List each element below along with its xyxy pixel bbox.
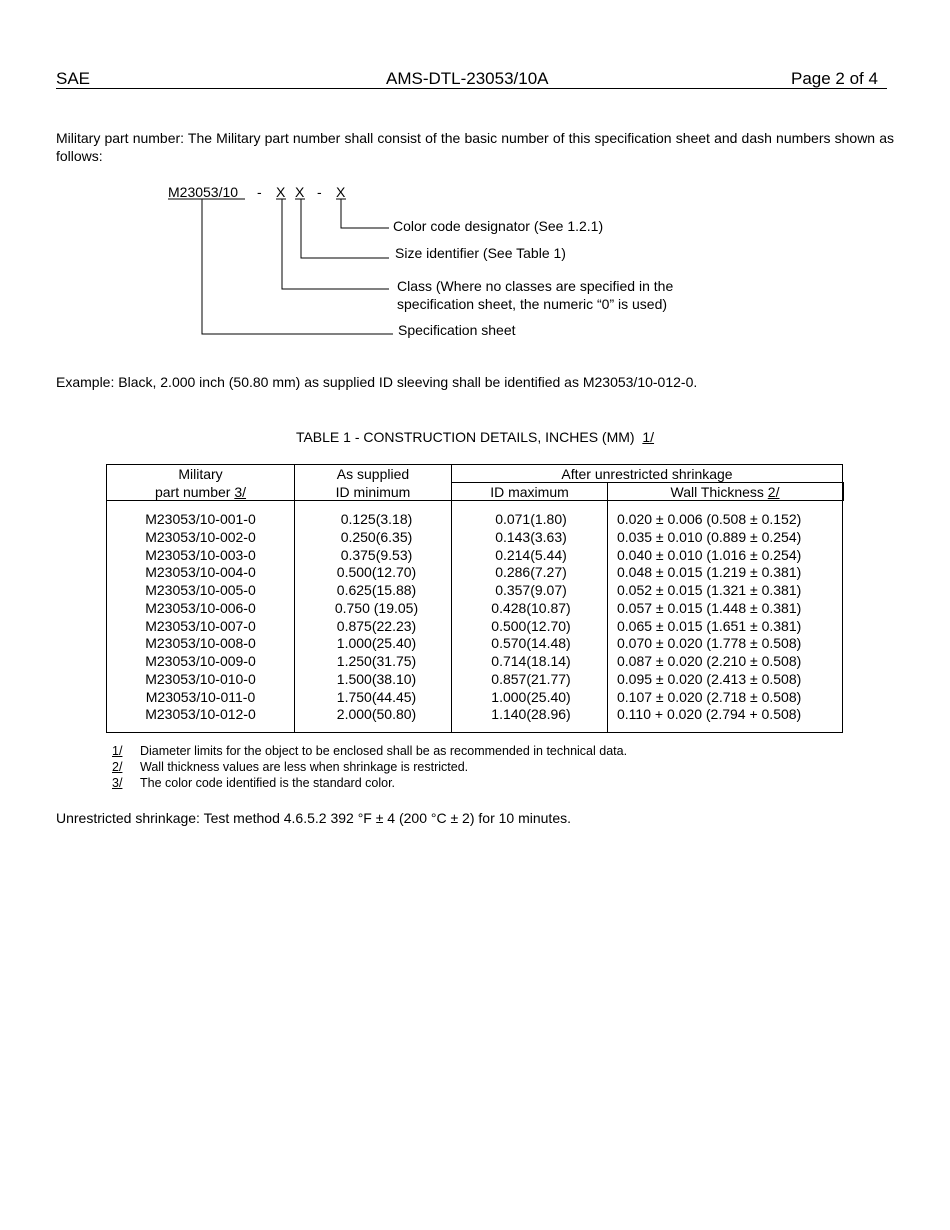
example-paragraph: Example: Black, 2.000 inch (50.80 mm) as supplied ID sleeving shall be identified as M23053/10-012-0. <box>56 374 698 390</box>
table-cell-wall: 0.110 + 0.020 (2.794 + 0.508) <box>617 706 802 723</box>
table-cell-id-min: 1.250(31.75) <box>336 653 417 669</box>
table-cell-id-min: 0.750 (19.05) <box>334 599 419 616</box>
table-cell-wall: 0.048 ± 0.015 (1.219 ± 0.381) <box>617 564 802 581</box>
color-designator: X <box>336 184 346 200</box>
footnote-number: 1/ <box>112 744 123 758</box>
shrinkage-paragraph: Unrestricted shrinkage: Test method 4.6.5.2 392 °F ± 4 (200 °C ± 2) for 10 minutes. <box>56 810 571 826</box>
header-page-number: Page 2 of 4 <box>791 69 878 88</box>
table-cell-wall: 0.040 ± 0.010 (1.016 ± 0.254) <box>617 546 802 563</box>
column-id-minimum <box>294 511 459 724</box>
table-cell-wall: 0.087 ± 0.020 (2.210 ± 0.508) <box>617 653 802 669</box>
header-left: SAE <box>56 69 91 88</box>
label-size-identifier: Size identifier (See Table 1) <box>395 245 566 261</box>
table-cell-wall: 0.107 ± 0.020 (2.718 ± 0.508) <box>617 688 802 705</box>
header-after-shrinkage: After unrestricted shrinkage <box>561 466 733 482</box>
footnote-text: The color code identified is the standard color. <box>140 776 396 790</box>
header-id-minimum: ID minimum <box>335 484 411 500</box>
table-cell-part: M23053/10-003-0 <box>145 546 256 563</box>
table-title-text: TABLE 1 - CONSTRUCTION DETAILS, INCHES (MM) <box>295 429 635 445</box>
table-cell-id-min: 1.750(44.45) <box>336 688 417 705</box>
footnote-number: 2/ <box>112 760 123 774</box>
footnote <box>112 743 627 759</box>
label-class-line-2: specification sheet, the numeric “0” is used) <box>397 296 668 312</box>
footnote <box>112 759 627 775</box>
label-specification-sheet: Specification sheet <box>398 322 516 338</box>
footnote <box>112 775 627 791</box>
table-cell-id-min: 0.125(3.18) <box>340 511 413 527</box>
header-wall-thickness-text: Wall Thickness <box>670 484 764 500</box>
table-cell-id-max: 0.143(3.63) <box>495 528 567 545</box>
table-cell-id-min: 1.000(25.40) <box>336 635 417 652</box>
dash-2: - <box>317 184 322 200</box>
table-cell-wall: 0.035 ± 0.010 (0.889 ± 0.254) <box>617 528 802 545</box>
table-right-border <box>842 464 843 733</box>
header-document-id: AMS-DTL-23053/10A <box>386 69 549 88</box>
table-title-note: 1/ <box>642 429 655 445</box>
dash-1: - <box>257 184 262 200</box>
table-cell-id-max: 0.714(18.14) <box>491 653 571 669</box>
table-cell-wall: 0.065 ± 0.015 (1.651 ± 0.381) <box>617 617 802 634</box>
header-wall-thickness <box>607 484 843 500</box>
header-wall-thickness-note: 2/ <box>767 484 780 500</box>
leader-color-code <box>341 199 389 228</box>
column-id-maximum <box>451 511 611 724</box>
table-cell-id-min: 1.500(38.10) <box>336 670 417 687</box>
table-top-border <box>106 464 843 465</box>
table-cell-part: M23053/10-001-0 <box>145 511 256 527</box>
column-wall-thickness <box>617 511 839 724</box>
table-cell-part: M23053/10-004-0 <box>145 564 256 581</box>
table-cell-part: M23053/10-007-0 <box>145 617 256 634</box>
table-cell-id-min: 2.000(50.80) <box>336 706 417 723</box>
header-as-supplied: As supplied <box>336 466 410 482</box>
footnote-number: 3/ <box>112 776 123 790</box>
table-subheader-line <box>451 482 844 483</box>
footnote-text: Wall thickness values are less when shrinkage is restricted. <box>140 760 469 774</box>
table-cell-part: M23053/10-009-0 <box>145 653 256 669</box>
table-right-border-stub <box>843 482 844 501</box>
table-cell-part: M23053/10-002-0 <box>145 528 256 545</box>
class-designator: X <box>276 184 286 200</box>
part-number-diagram <box>0 0 950 400</box>
table-cell-wall: 0.095 ± 0.020 (2.413 ± 0.508) <box>617 670 802 687</box>
table-cell-wall: 0.057 ± 0.015 (1.448 ± 0.381) <box>617 599 802 616</box>
table-cell-id-min: 0.500(12.70) <box>336 564 417 581</box>
header-military: Military <box>178 466 223 482</box>
table-cell-wall: 0.020 ± 0.006 (0.508 ± 0.152) <box>617 511 802 527</box>
table-cell-wall: 0.052 ± 0.015 (1.321 ± 0.381) <box>617 582 802 598</box>
leader-spec-sheet <box>202 199 393 334</box>
table-cell-id-max: 0.500(12.70) <box>491 617 571 634</box>
header-part-number <box>106 484 295 500</box>
header-part-number-text: part number <box>154 484 231 500</box>
table-cell-id-min: 0.375(9.53) <box>340 546 413 563</box>
column-part-number <box>106 511 295 724</box>
table-cell-part: M23053/10-012-0 <box>145 706 256 723</box>
table-cell-id-min: 0.625(15.88) <box>336 582 417 598</box>
table-header-bottom <box>106 500 844 501</box>
table-footnotes <box>112 743 627 791</box>
table-cell-id-max: 0.214(5.44) <box>495 546 567 563</box>
table-cell-id-max: 1.140(28.96) <box>491 706 571 723</box>
table-cell-id-max: 0.071(1.80) <box>495 511 567 527</box>
table-bottom-border <box>106 732 843 733</box>
table-cell-part: M23053/10-011-0 <box>145 688 256 705</box>
table-cell-id-max: 1.000(25.40) <box>491 688 571 705</box>
footnote-text: Diameter limits for the object to be enclosed shall be as recommended in technical data. <box>140 744 628 758</box>
intro-paragraph: Military part number: The Military part number shall consist of the basic number of this specification sheet and dash numbers shown as follows: <box>56 130 894 164</box>
table-cell-wall: 0.070 ± 0.020 (1.778 ± 0.508) <box>617 635 802 652</box>
table-cell-id-min: 0.250(6.35) <box>340 528 413 545</box>
table-cell-id-max: 0.857(21.77) <box>491 670 571 687</box>
table-cell-part: M23053/10-005-0 <box>145 582 256 598</box>
leader-class <box>282 199 389 289</box>
table-cell-id-max: 0.286(7.27) <box>495 564 567 581</box>
table-cell-part: M23053/10-006-0 <box>145 599 256 616</box>
table-cell-id-max: 0.357(9.07) <box>495 582 567 598</box>
size-designator: X <box>295 184 305 200</box>
base-number: M23053/10 <box>168 184 239 200</box>
table-title <box>0 429 950 445</box>
header-part-number-note: 3/ <box>234 484 247 500</box>
table-cell-id-max: 0.428(10.87) <box>491 599 571 616</box>
table-cell-part: M23053/10-010-0 <box>145 670 256 687</box>
table-cell-id-max: 0.570(14.48) <box>491 635 571 652</box>
header-id-maximum: ID maximum <box>490 484 569 500</box>
table-cell-part: M23053/10-008-0 <box>145 635 256 652</box>
label-color-code: Color code designator (See 1.2.1) <box>393 218 604 234</box>
label-class-line-1: Class (Where no classes are specified in the <box>397 278 674 294</box>
table-cell-id-min: 0.875(22.23) <box>336 617 417 634</box>
